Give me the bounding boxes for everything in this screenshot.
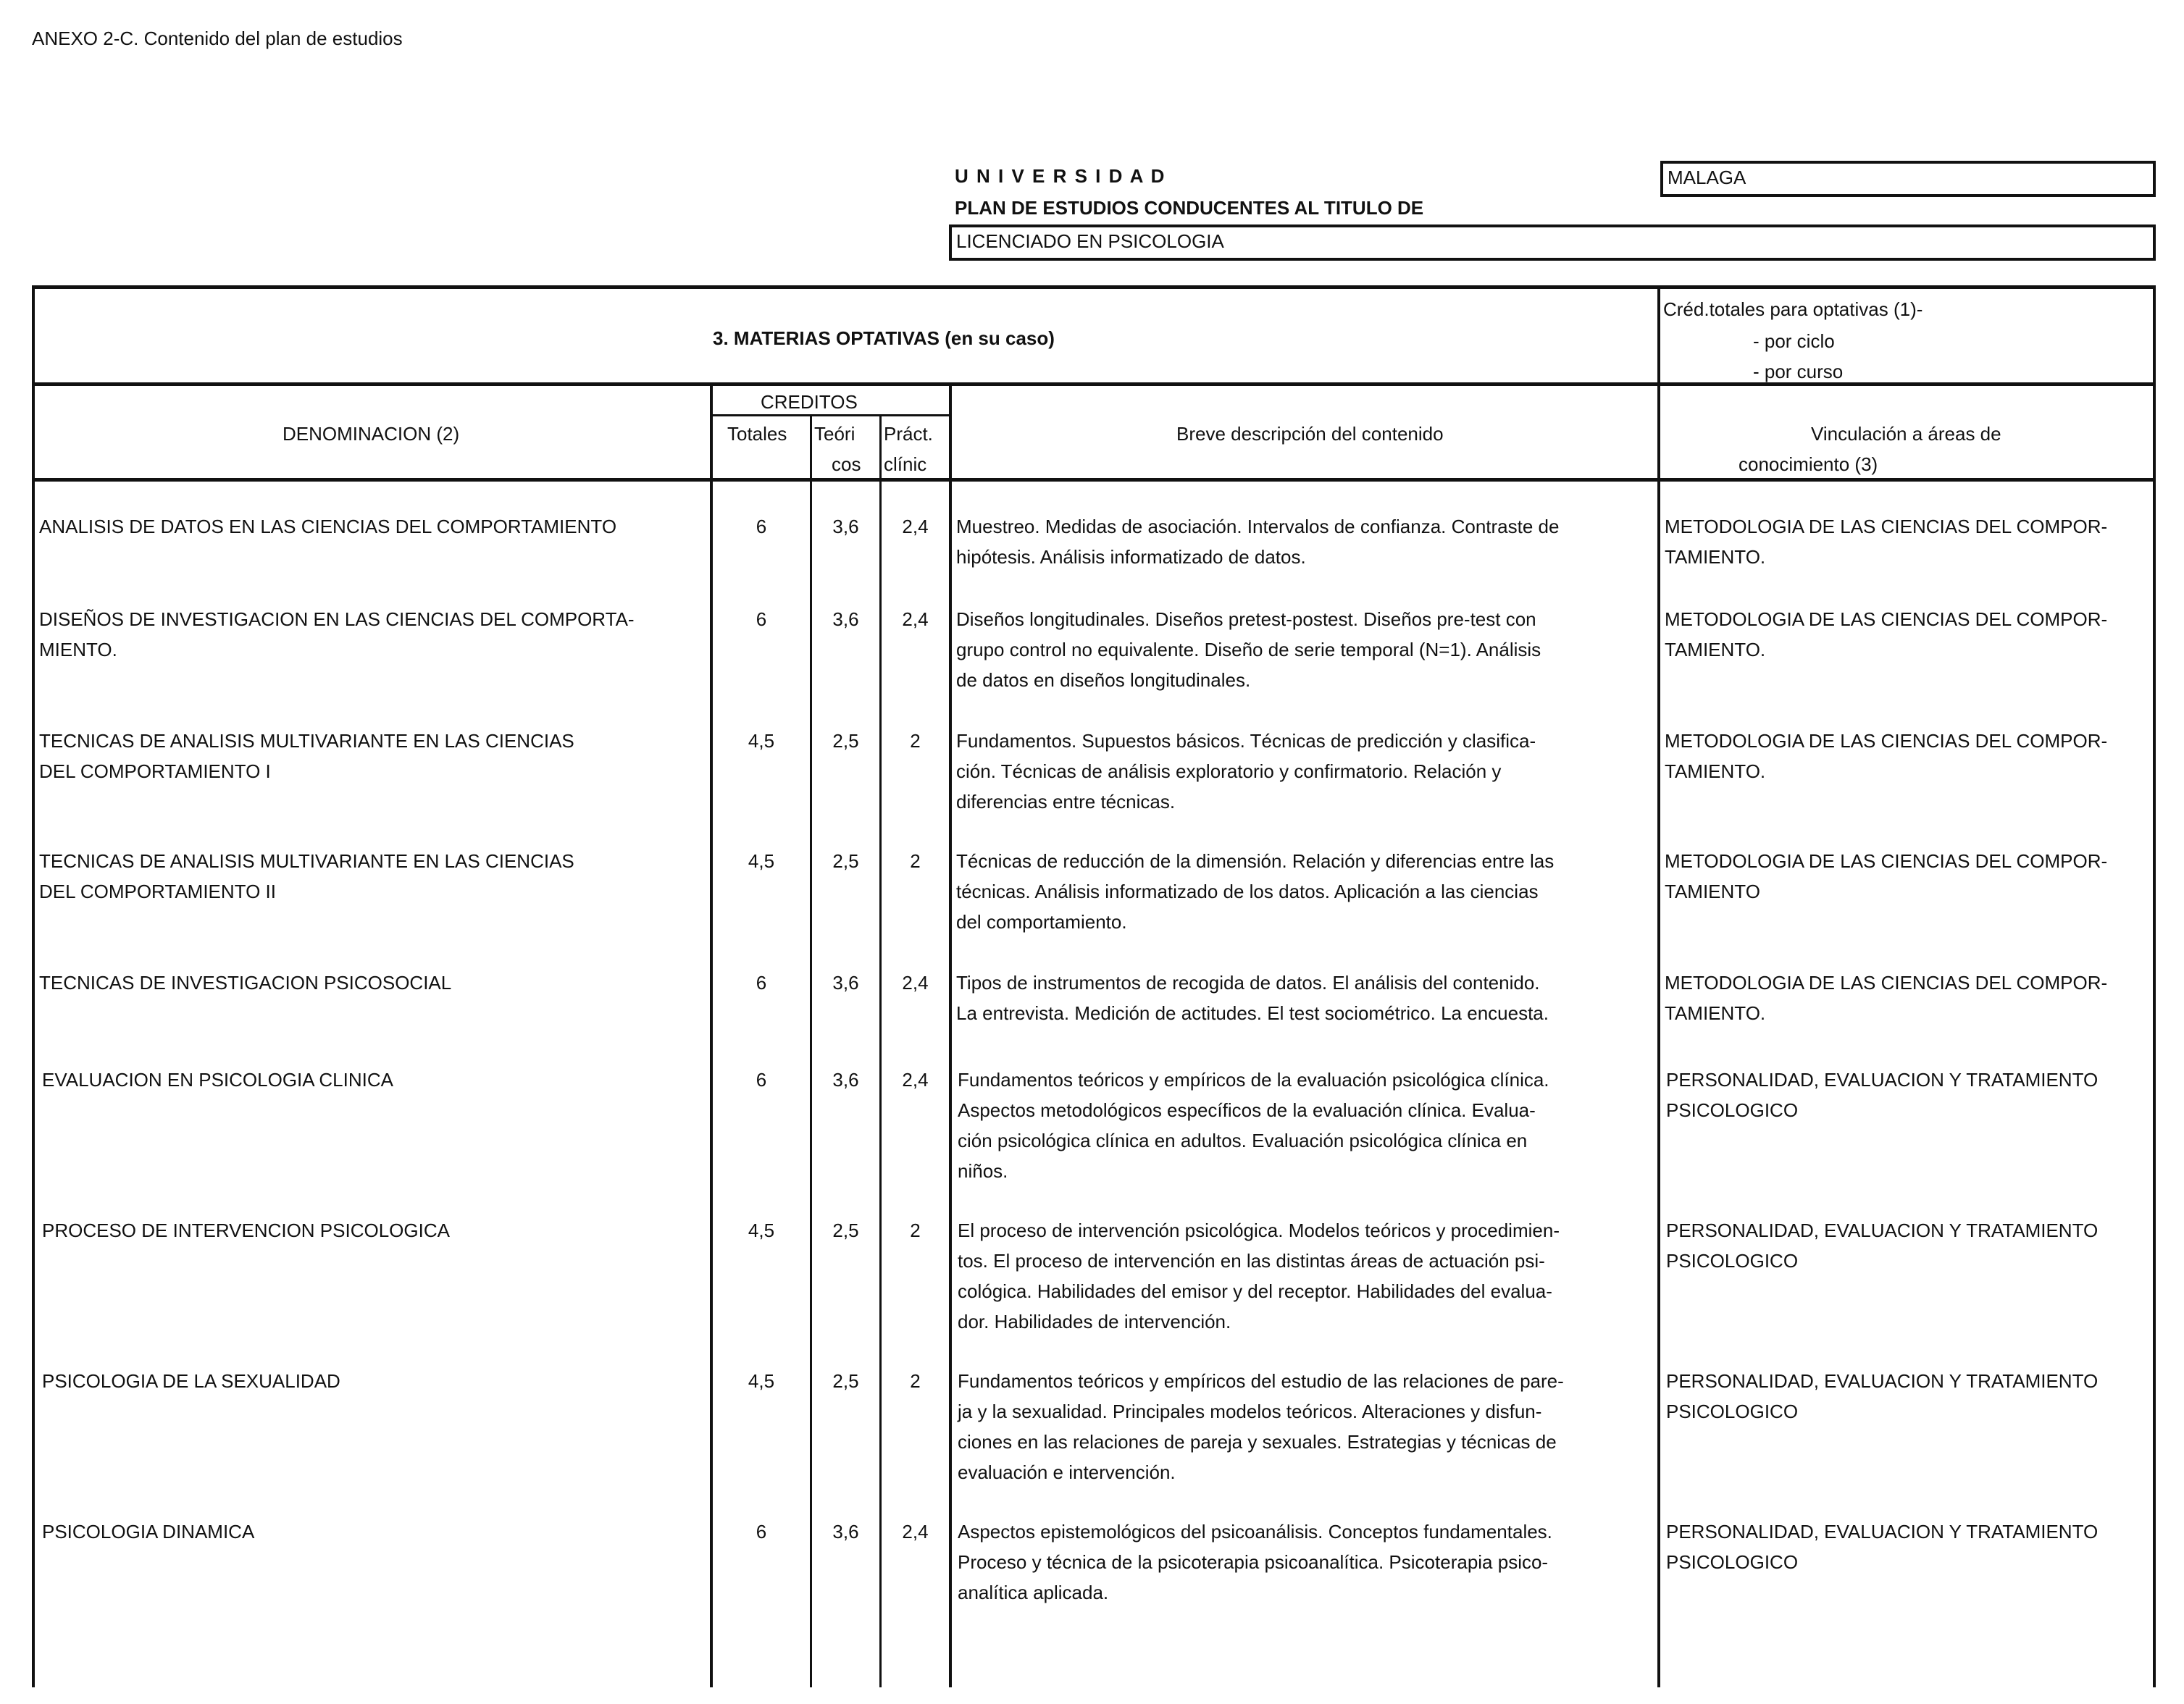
row-teoricos: 2,5: [832, 1220, 859, 1241]
row-practicos: 2: [910, 1370, 921, 1392]
row-practicos: 2,4: [902, 1069, 929, 1091]
col-vinculacion-1: Vinculación a áreas de: [1811, 423, 2001, 445]
row-area: METODOLOGIA DE LAS CIENCIAS DEL COMPOR- TAMIENTO: [1665, 850, 2108, 902]
row-practicos: 2,4: [902, 972, 929, 994]
row-area: PERSONALIDAD, EVALUACION Y TRATAMIENTO PSICOLOGICO: [1666, 1521, 2099, 1573]
col-teoricos-2: cos: [832, 453, 861, 475]
university-label: U N I V E R S I D A D: [955, 165, 1166, 187]
row-teoricos: 3,6: [832, 972, 859, 994]
col-teoricos-1: Teóri: [814, 423, 855, 445]
col-practicos-2: clínic: [884, 453, 927, 475]
row-name: ANALISIS DE DATOS EN LAS CIENCIAS DEL COMPORTAMIENTO: [39, 516, 617, 537]
row-totales: 6: [756, 972, 767, 994]
col-creditos: CREDITOS: [761, 391, 858, 413]
row-name: TECNICAS DE ANALISIS MULTIVARIANTE EN LAS CIENCIAS DEL COMPORTAMIENTO I: [39, 730, 574, 782]
row-description: Aspectos epistemológicos del psicoanálisis. Conceptos fundamentales. Proceso y técnica de la psicoterapia psicoanalítica. Psicoterapia psico- analítica aplicada.: [958, 1521, 1552, 1603]
row-teoricos: 3,6: [832, 1521, 859, 1543]
plan-label: PLAN DE ESTUDIOS CONDUCENTES AL TITULO DE: [955, 197, 1424, 219]
row-teoricos: 3,6: [832, 516, 859, 537]
row-name: EVALUACION EN PSICOLOGIA CLINICA: [42, 1069, 393, 1091]
row-description: Diseños longitudinales. Diseños pretest-postest. Diseños pre-test con grupo control no equivalente. Diseño de serie temporal (N=1). Análisis de datos en diseños longitudinales.: [956, 608, 1541, 691]
row-name: PROCESO DE INTERVENCION PSICOLOGICA: [42, 1220, 450, 1241]
degree-value-box: [949, 224, 2156, 261]
area-column-border: [1657, 285, 1660, 1687]
row-name: PSICOLOGIA DE LA SEXUALIDAD: [42, 1370, 340, 1392]
row-totales: 6: [756, 1521, 767, 1543]
credits-note-line2: - por ciclo: [1753, 330, 1835, 352]
row-area: PERSONALIDAD, EVALUACION Y TRATAMIENTO PSICOLOGICO: [1666, 1069, 2099, 1121]
totales-column-border: [710, 384, 713, 1687]
row-practicos: 2,4: [902, 516, 929, 537]
row-teoricos: 2,5: [832, 1370, 859, 1392]
row-description: Fundamentos. Supuestos básicos. Técnicas de predicción y clasifica- ción. Técnicas de análisis exploratorio y confirmatorio. Relación y diferencias entre técnicas.: [956, 730, 1536, 813]
column-header-bottom-border: [32, 478, 2156, 482]
row-area: PERSONALIDAD, EVALUACION Y TRATAMIENTO PSICOLOGICO: [1666, 1220, 2099, 1272]
table-top-border: [32, 285, 2156, 289]
university-value: MALAGA: [1668, 167, 1746, 188]
credits-note-line3: - por curso: [1753, 361, 1844, 382]
row-name: PSICOLOGIA DINAMICA: [42, 1521, 255, 1543]
row-totales: 4,5: [748, 1220, 775, 1241]
row-area: PERSONALIDAD, EVALUACION Y TRATAMIENTO PSICOLOGICO: [1666, 1370, 2099, 1422]
row-area: METODOLOGIA DE LAS CIENCIAS DEL COMPOR- TAMIENTO.: [1665, 516, 2108, 568]
creditos-divider: [710, 414, 952, 416]
table-left-border: [32, 285, 35, 1687]
row-name: TECNICAS DE INVESTIGACION PSICOSOCIAL: [39, 972, 452, 994]
row-description: Tipos de instrumentos de recogida de datos. El análisis del contenido. La entrevista. Medición de actitudes. El test sociométrico. La encuesta.: [956, 972, 1549, 1024]
row-teoricos: 2,5: [832, 730, 859, 752]
col-practicos-1: Práct.: [884, 423, 933, 445]
table-right-border: [2153, 285, 2156, 1687]
row-description: Técnicas de reducción de la dimensión. Relación y diferencias entre las técnicas. Análisis informatizado de los datos. Aplicación a las ciencias del comportamiento.: [956, 850, 1555, 933]
row-practicos: 2: [910, 730, 921, 752]
row-description: Muestreo. Medidas de asociación. Intervalos de confianza. Contraste de hipótesis. Análisis informatizado de datos.: [956, 516, 1560, 568]
row-name: TECNICAS DE ANALISIS MULTIVARIANTE EN LAS CIENCIAS DEL COMPORTAMIENTO II: [39, 850, 574, 902]
row-teoricos: 3,6: [832, 1069, 859, 1091]
row-practicos: 2: [910, 850, 921, 872]
row-practicos: 2,4: [902, 608, 929, 630]
row-teoricos: 3,6: [832, 608, 859, 630]
row-area: METODOLOGIA DE LAS CIENCIAS DEL COMPOR- TAMIENTO.: [1665, 730, 2108, 782]
degree-value: LICENCIADO EN PSICOLOGIA: [956, 230, 1224, 252]
credits-note-line1: Créd.totales para optativas (1)-: [1663, 298, 1923, 320]
col-vinculacion-2: conocimiento (3): [1739, 453, 1878, 475]
col-descripcion: Breve descripción del contenido: [1176, 423, 1444, 445]
col-denominacion: DENOMINACION (2): [283, 423, 460, 445]
row-practicos: 2,4: [902, 1521, 929, 1543]
row-area: METODOLOGIA DE LAS CIENCIAS DEL COMPOR- TAMIENTO.: [1665, 972, 2108, 1024]
annex-title: ANEXO 2-C. Contenido del plan de estudios: [32, 28, 403, 49]
description-column-border: [949, 384, 952, 1687]
row-description: Fundamentos teóricos y empíricos de la evaluación psicológica clínica. Aspectos metodológicos específicos de la evaluación clínica. Evalua- ción psicológica clínica en adultos. Evaluación psicológica clínica en niños.: [958, 1069, 1549, 1182]
row-name: DISEÑOS DE INVESTIGACION EN LAS CIENCIAS DEL COMPORTA- MIENTO.: [39, 608, 635, 660]
row-description: El proceso de intervención psicológica. Modelos teóricos y procedimien- tos. El proceso de intervención en las distintas áreas de actuación psi- cológica. Habilidades del emisor y del receptor. Habilidades del evalua- dor. Habilidades de intervención.: [958, 1220, 1560, 1332]
row-totales: 4,5: [748, 730, 775, 752]
row-area: METODOLOGIA DE LAS CIENCIAS DEL COMPOR- TAMIENTO.: [1665, 608, 2108, 660]
row-totales: 4,5: [748, 1370, 775, 1392]
section-title: 3. MATERIAS OPTATIVAS (en su caso): [713, 327, 1055, 349]
university-value-box: [1660, 161, 2156, 197]
section-header-bottom-border: [32, 382, 2156, 386]
col-totales: Totales: [727, 423, 787, 445]
row-practicos: 2: [910, 1220, 921, 1241]
row-totales: 4,5: [748, 850, 775, 872]
row-totales: 6: [756, 1069, 767, 1091]
row-totales: 6: [756, 608, 767, 630]
row-teoricos: 2,5: [832, 850, 859, 872]
row-totales: 6: [756, 516, 767, 537]
row-description: Fundamentos teóricos y empíricos del estudio de las relaciones de pare- ja y la sexualidad. Principales modelos teóricos. Alteraciones y disfun- ciones en las relaciones de pareja y sexuales. Estrategias y técnicas de evaluación e intervención.: [958, 1370, 1564, 1483]
